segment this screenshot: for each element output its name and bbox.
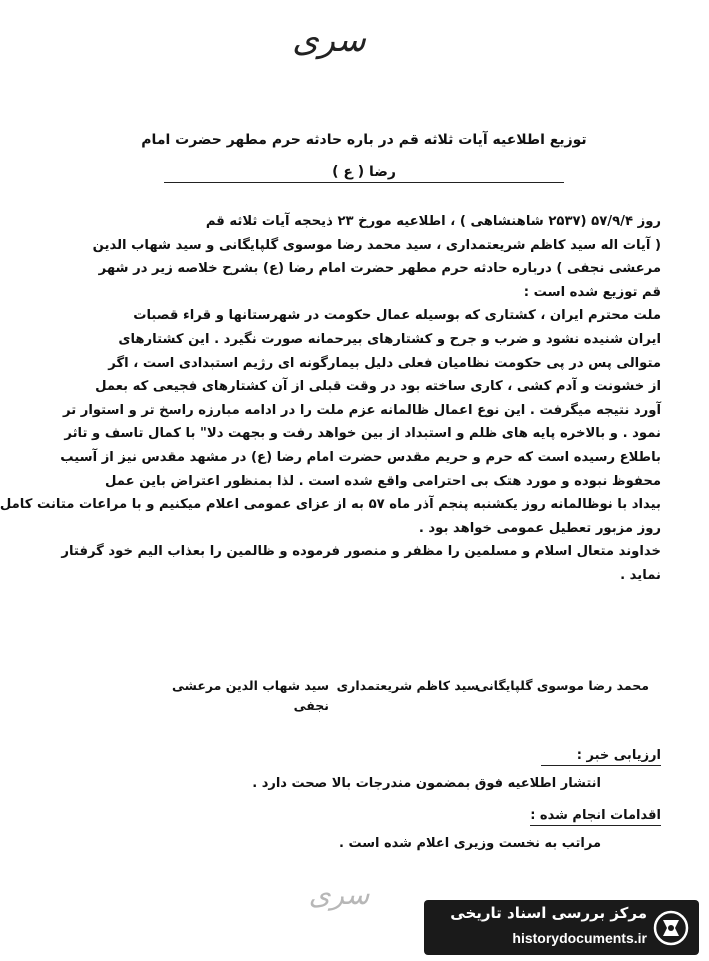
signature-marashi: سید شهاب الدین مرعشی نجفی [171, 678, 329, 713]
body-line: ایران شنیده نشود و ضرب و جرح و کشتارهای بیرحمانه صورت نگیرد . این کشتارهای [118, 331, 661, 347]
body-line: قم توزیع شده است : [523, 284, 661, 300]
body-line: نمود . و بالاخره پایه های ظلم و استبداد از بین خواهد رفت و بجهت دلا" با کمال تاسف و تاثر [64, 426, 661, 442]
watermark-banner [424, 900, 699, 955]
document-title [129, 124, 599, 188]
body-line: روز ۵۷/۹/۴ (۲۵۳۷ شاهنشاهی ) ، اطلاعیه مورخ ۲۳ ذیحجه آیات ثلاثه قم [205, 214, 661, 229]
watermark-url: historydocuments.ir [512, 930, 647, 946]
body-line: بیداد با نوظالمانه روز یکشنبه پنجم آذر ماه ۵۷ به از عزای عمومی اعلام میکنیم و با مراعات متانت کامل [0, 497, 661, 513]
body-line: مرعشی نجفی ) درباره حادثه حرم مطهر حضرت امام رضا (ع) بشرح خلاصه زیر در شهر [98, 261, 661, 277]
body-line: نماید . [620, 567, 661, 583]
body-line: باطلاع رسیده است که حرم و حریم مقدس حضرت امام رضا (ع) در مشهد مقدس نیز از آسیب [60, 449, 661, 465]
body-line: ملت محترم ایران ، کشتاری که بوسیله عمال حکومت در شهرستانها و قراء قصبات [133, 308, 661, 324]
body-line: محفوظ نبوده و مورد هتک بی احترامی واقع شده است . لذا بمنظور اعتراض باین عمل [105, 473, 661, 489]
body-line: خداوند متعال اسلام و مسلمین را مظفر و منصور فرموده و ظالمین را بعذاب الیم خود گرفتار [61, 544, 661, 560]
body-line: آورد نتیجه میگرفت . این نوع اعمال ظالمانه عزم ملت را در ادامه مبارزه راسخ تر و استوار تر [62, 402, 661, 418]
title-underline [164, 182, 564, 183]
classification-stamp-top: سری [292, 20, 366, 60]
body-line: متوالی پس در پی حکومت نظامیان فعلی دلیل بیمارگونه ای رژیم استبدادی است ، اگر [108, 355, 661, 371]
actions-text: مراتب به نخست وزیری اعلام شده است . [338, 836, 601, 851]
document-body [0, 210, 661, 588]
body-line: ( آیات اله سید کاظم شریعتمداری ، سید محمد رضا موسوی گلپایگانی و سید شهاب الدین [92, 237, 661, 253]
assessment-heading: ارزیابی خبر : [541, 748, 661, 766]
assessment-section [61, 748, 661, 791]
assessment-text: انتشار اطلاعیه فوق بمضمون مندرجات بالا صحت دارد . [252, 776, 601, 791]
watermark-title: مرکز بررسی اسناد تاریخی [450, 904, 647, 922]
title-line-1: توزیع اطلاعیه آیات ثلاثه قم در باره حادثه حرم مطهر حضرت امام [141, 132, 587, 148]
title-line-2: رضا ( ع ) [332, 164, 396, 180]
signature-golpayegani: محمد رضا موسوی گلپایگانی [476, 678, 649, 693]
center-logo-icon [653, 908, 689, 948]
signature-shariatmadari: سید کاظم شریعتمداری [336, 678, 479, 693]
actions-section [61, 808, 661, 851]
body-line: از خشونت و آدم کشی ، کاری ساخته بود در وقت قبلی از آن کشتارهای فجیعی که بعمل [95, 379, 661, 395]
body-line: روز مزبور تعطیل عمومی خواهد بود . [418, 520, 661, 536]
classification-stamp-bottom: سری [308, 878, 370, 911]
actions-heading: اقدامات انجام شده : [530, 808, 661, 826]
